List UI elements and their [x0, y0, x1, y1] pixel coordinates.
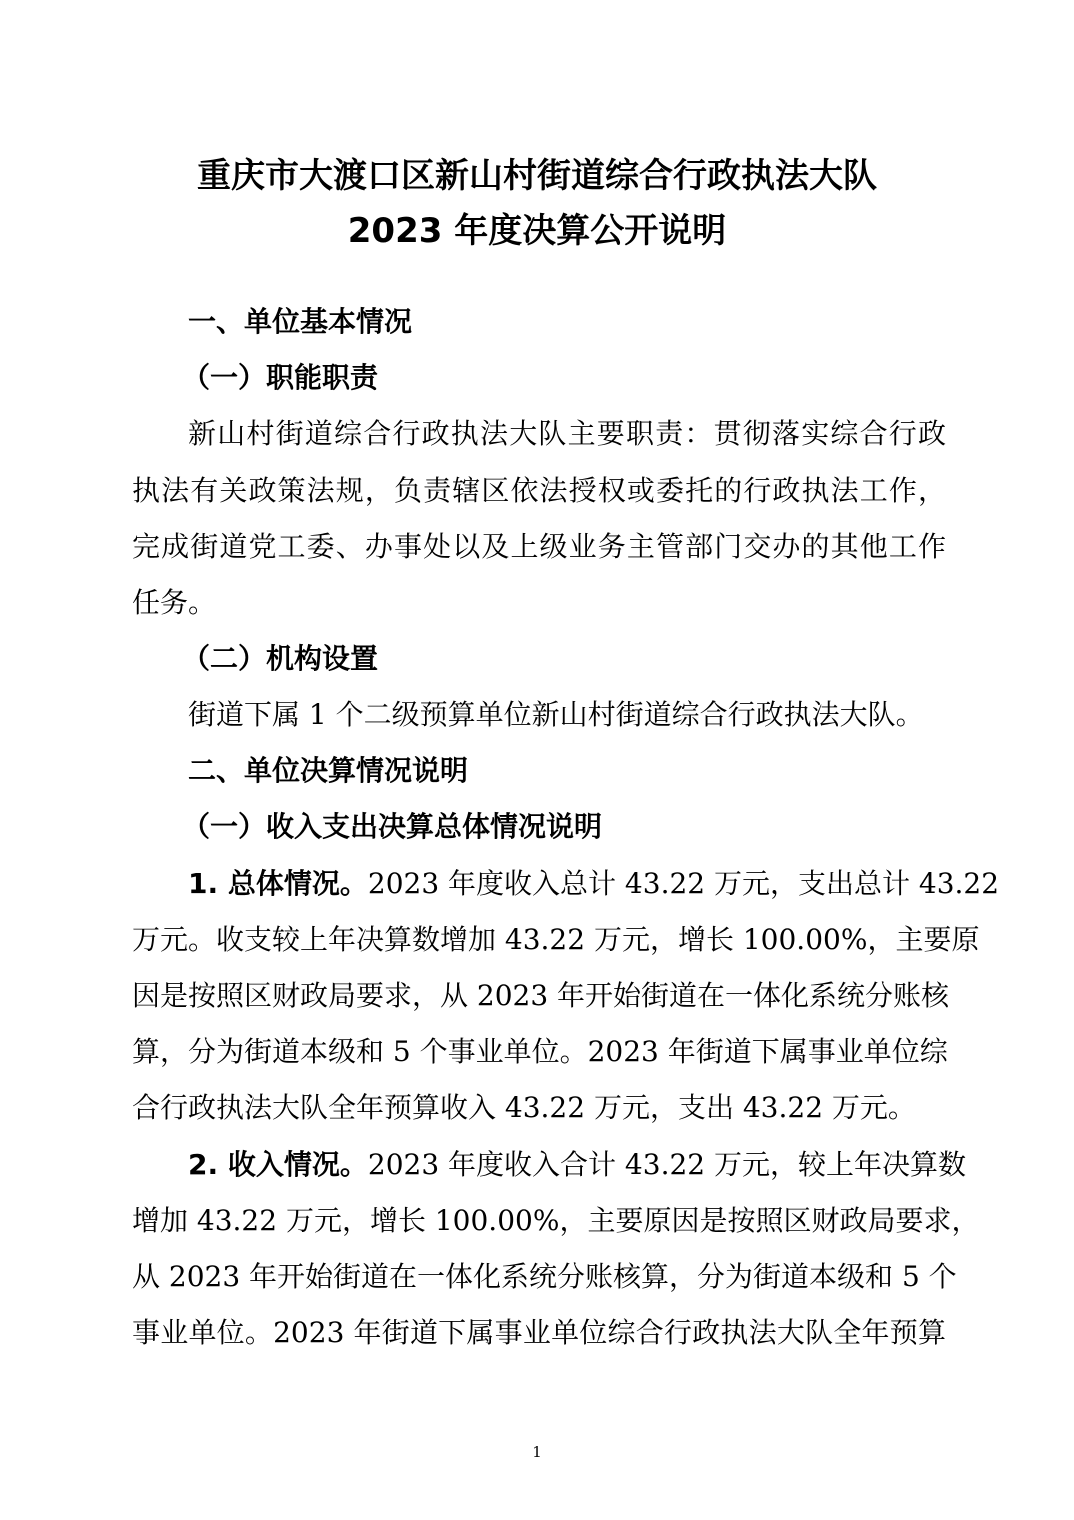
section-2-heading: 二、单位决算情况说明 [188, 754, 469, 787]
paragraph-line: 万元。收支较上年决算数增加 43.22 万元，增长 100.00%，主要原 [132, 923, 980, 956]
paragraph-line: 执法有关政策法规，负责辖区依法授权或委托的行政执法工作， [132, 474, 946, 507]
paragraph-line: 事业单位。2023 年街道下属事业单位综合行政执法大队全年预算 [132, 1316, 946, 1349]
page-number: 1 [532, 1443, 542, 1461]
paragraph-line: 算，分为街道本级和 5 个事业单位。2023 年街道下属事业单位综 [132, 1035, 948, 1068]
section-2-1-heading: （一）收入支出决算总体情况说明 [182, 810, 603, 843]
paragraph-line: 完成街道党工委、办事处以及上级业务主管部门交办的其他工作 [132, 530, 946, 563]
paragraph-text: 2023 年度收入合计 43.22 万元，较上年决算数 [367, 1148, 966, 1181]
document-title-line-1: 重庆市大渡口区新山村街道综合行政执法大队 [197, 156, 877, 196]
paragraph-first-line [188, 1147, 966, 1183]
section-1-heading: 一、单位基本情况 [188, 305, 413, 338]
paragraph-line: 任务。 [132, 586, 217, 619]
paragraph-line: 街道下属 1 个二级预算单位新山村街道综合行政执法大队。 [188, 698, 924, 731]
paragraph-line: 合行政执法大队全年预算收入 43.22 万元，支出 43.22 万元。 [132, 1091, 916, 1124]
paragraph-text: 2023 年度收入总计 43.22 万元，支出总计 43.22 [367, 867, 1000, 900]
paragraph-line: 因是按照区财政局要求，从 2023 年开始街道在一体化系统分账核 [132, 979, 950, 1012]
paragraph-line: 新山村街道综合行政执法大队主要职责：贯彻落实综合行政 [188, 417, 946, 450]
paragraph-line: 增加 43.22 万元，增长 100.00%，主要原因是按照区财政局要求， [132, 1204, 980, 1237]
section-1-2-heading: （二）机构设置 [182, 642, 379, 675]
paragraph-line: 从 2023 年开始街道在一体化系统分账核算，分为街道本级和 5 个 [132, 1260, 957, 1293]
paragraph-lead: 1. 总体情况。 [188, 867, 368, 900]
section-1-1-heading: （一）职能职责 [182, 361, 379, 394]
paragraph-lead: 2. 收入情况。 [188, 1148, 368, 1181]
document-title-line-2: 2023 年度决算公开说明 [347, 211, 727, 251]
paragraph-first-line [188, 866, 1000, 902]
